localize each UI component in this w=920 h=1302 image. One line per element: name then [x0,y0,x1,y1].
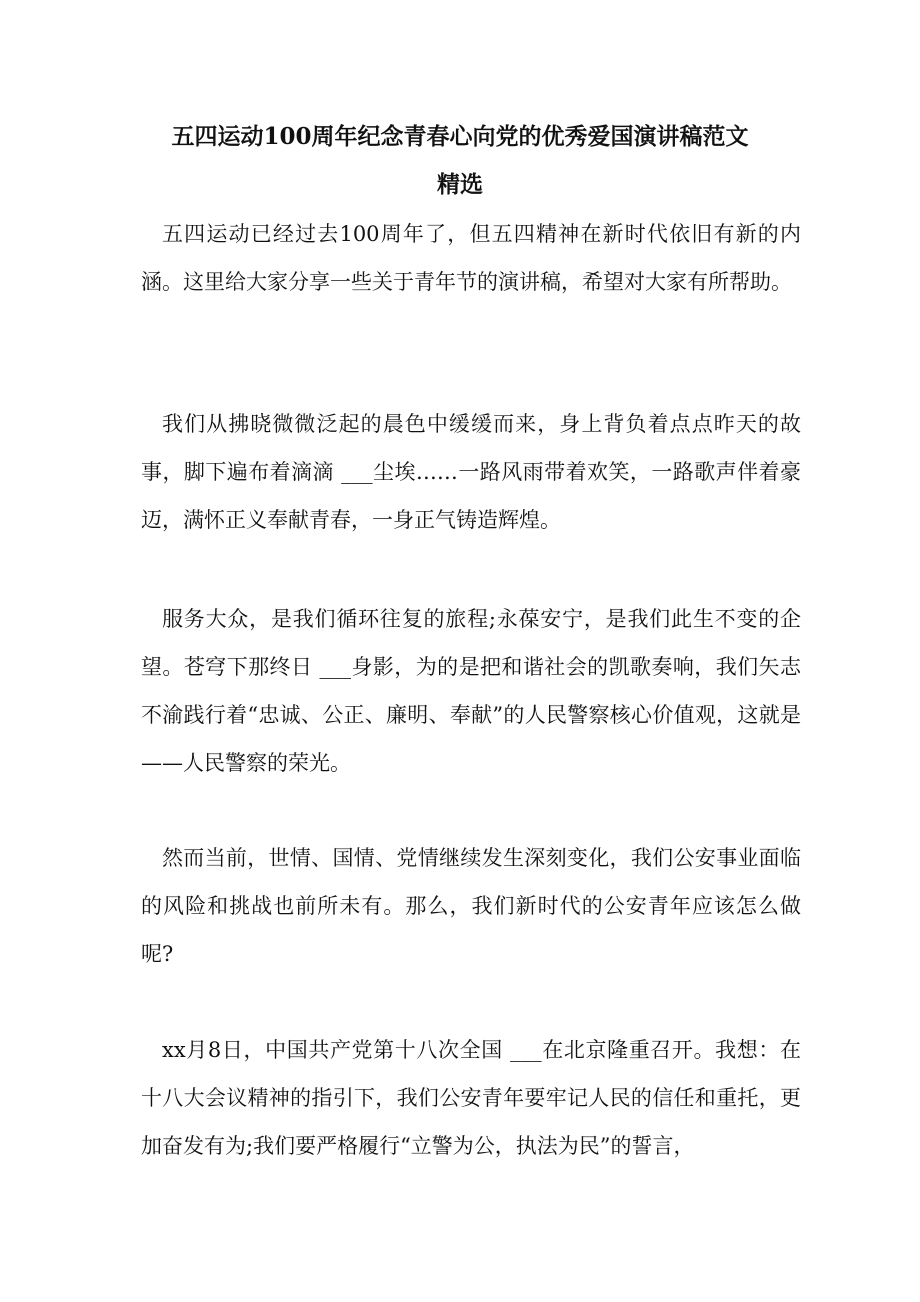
paragraph: 然而当前，世情、国情、党情继续发生深刻变化，我们公安事业面临的风险和挑战也前所未有。那么，我们新时代的公安青年应该怎么做呢? [141,846,801,966]
paragraph: 服务大众，是我们循环往复的旅程;永葆安宁，是我们此生不变的企望。苍穹下那终日 ___身影，为的是把和谐社会的凯歌奏响，我们矢志不渝践行着“忠诚、公正、廉明、奉献”的人民警察核心价值观，这就是——人民警察的荣光。 [141,607,801,775]
page-title-continued: 精选 [437,171,483,198]
paragraph: 我们从拂晓微微泛起的晨色中缓缓而来，身上背负着点点昨天的故事，脚下遍布着滴滴 ___尘埃……一路风雨带着欢笑，一路歌声伴着豪迈，满怀正义奉献青春，一身正气铸造辉煌。 [141,412,801,532]
paragraph-intro: 五四运动已经过去100周年了，但五四精神在新时代依旧有新的内涵。这里给大家分享一些关于青年节的演讲稿，希望对大家有所帮助。 [141,222,801,294]
page-title: 五四运动100周年纪念青春心向党的优秀爱国演讲稿范文 [171,123,749,150]
paragraph: xx月8日，中国共产党第十八次全国 ___在北京隆重召开。我想：在十八大会议精神的指引下，我们公安青年要牢记人民的信任和重托，更加奋发有为;我们要严格履行“立警为公，执法为民”的誓言， [141,1038,801,1158]
